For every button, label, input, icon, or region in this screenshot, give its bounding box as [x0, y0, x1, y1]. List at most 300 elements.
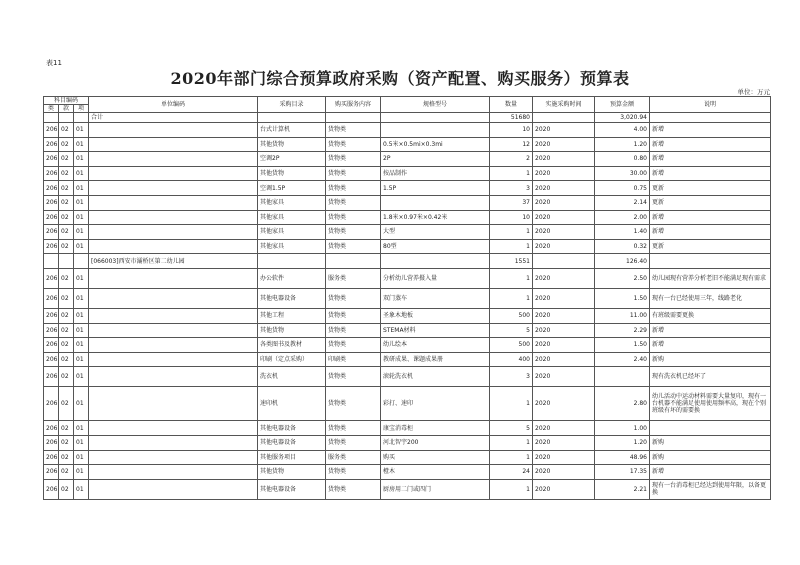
cell-note: 新增: [650, 225, 771, 240]
cell-note: 幼儿活动中运动材料需要大量复印，现有一台机器不能满足使用使用频率高，现在个别班级有坏的需要换: [650, 387, 771, 421]
cell-catalog: 台式计算机: [258, 123, 326, 138]
cell-amount: 3,020.94: [595, 113, 650, 123]
cell-kuan: 02: [59, 195, 74, 210]
cell-qty: 1551: [490, 254, 533, 269]
cell-spec: [381, 113, 490, 123]
cell-catalog: 空调1.5P: [258, 181, 326, 196]
table-row: [44, 239, 771, 254]
cell-catalog: 其他电器设备: [258, 479, 326, 499]
cell-lei: 206: [44, 465, 59, 480]
cell-catalog: 印刷（定点采购）: [258, 352, 326, 367]
cell-xiang: 01: [74, 387, 89, 421]
cell-time: 2020: [533, 450, 595, 465]
cell-xiang: 01: [74, 225, 89, 240]
cell-lei: [44, 254, 59, 269]
cell-lei: 206: [44, 195, 59, 210]
cell-service: 货物类: [326, 239, 381, 254]
cell-spec: 双门蒸车: [381, 288, 490, 308]
cell-amount: 2.29: [595, 323, 650, 338]
cell-amount: 2.00: [595, 210, 650, 225]
cell-lei: 206: [44, 123, 59, 138]
cell-service: 服务类: [326, 268, 381, 288]
cell-spec: 2P: [381, 152, 490, 167]
cell-spec: 橙木: [381, 465, 490, 480]
cell-amount: 2.21: [595, 479, 650, 499]
cell-kuan: 02: [59, 435, 74, 450]
page-title: 2020年部门综合预算政府采购（资产配置、购买服务）预算表: [170, 69, 630, 88]
cell-catalog: 其他家具: [258, 239, 326, 254]
table-row: [44, 465, 771, 480]
cell-kuan: [59, 113, 74, 123]
cell-kuan: 02: [59, 421, 74, 436]
cell-xiang: 01: [74, 465, 89, 480]
cell-time: 2020: [533, 323, 595, 338]
cell-amount: 2.80: [595, 387, 650, 421]
cell-unit-code: [89, 152, 258, 167]
cell-amount: 1.40: [595, 225, 650, 240]
cell-lei: 206: [44, 288, 59, 308]
table-row: [44, 254, 771, 269]
cell-kuan: 02: [59, 338, 74, 353]
cell-xiang: 01: [74, 479, 89, 499]
cell-spec: STEMA材料: [381, 323, 490, 338]
cell-time: 2020: [533, 479, 595, 499]
cell-unit-code: [89, 166, 258, 181]
cell-service: 货物类: [326, 308, 381, 323]
cell-catalog: 其他电器设备: [258, 421, 326, 436]
cell-xiang: 01: [74, 352, 89, 367]
header-catalog: 采购目录: [258, 97, 326, 113]
cell-qty: 51680: [490, 113, 533, 123]
cell-unit-code: [89, 239, 258, 254]
table-row: [44, 308, 771, 323]
cell-time: 2020: [533, 166, 595, 181]
cell-lei: 206: [44, 308, 59, 323]
cell-spec: 购买: [381, 450, 490, 465]
cell-amount: 4.00: [595, 123, 650, 138]
cell-qty: 1: [490, 239, 533, 254]
cell-qty: 5: [490, 323, 533, 338]
cell-lei: 206: [44, 166, 59, 181]
cell-unit-code: [89, 421, 258, 436]
cell-service: 货物类: [326, 288, 381, 308]
cell-spec: 分析幼儿营养摄入量: [381, 268, 490, 288]
table-row: [44, 387, 771, 421]
cell-kuan: 02: [59, 166, 74, 181]
header-spec: 规格型号: [381, 97, 490, 113]
cell-note: 现有洗衣机已经坏了: [650, 367, 771, 387]
table-row: [44, 352, 771, 367]
cell-service: 货物类: [326, 435, 381, 450]
cell-xiang: 01: [74, 268, 89, 288]
cell-xiang: [74, 113, 89, 123]
cell-qty: 24: [490, 465, 533, 480]
cell-service: 货物类: [326, 210, 381, 225]
cell-spec: 幼儿绘本: [381, 338, 490, 353]
cell-time: [533, 113, 595, 123]
cell-xiang: 01: [74, 421, 89, 436]
cell-unit-code: [89, 435, 258, 450]
cell-qty: 1: [490, 387, 533, 421]
cell-lei: 206: [44, 435, 59, 450]
cell-time: 2020: [533, 387, 595, 421]
cell-catalog: 其他家具: [258, 225, 326, 240]
cell-spec: 彩打、速印: [381, 387, 490, 421]
cell-spec: 厨房用二门或四门: [381, 479, 490, 499]
cell-time: 2020: [533, 338, 595, 353]
cell-spec: [381, 195, 490, 210]
cell-note: 现有一台消毒柜已经达到使用年限，以备更换: [650, 479, 771, 499]
cell-service: 货物类: [326, 465, 381, 480]
cell-catalog: 其他工程: [258, 308, 326, 323]
table-row: [44, 152, 771, 167]
cell-spec: 80型: [381, 239, 490, 254]
cell-unit-code: [89, 367, 258, 387]
cell-lei: 206: [44, 450, 59, 465]
cell-note: 幼儿园现有营养分析老旧不能满足现有需求: [650, 268, 771, 288]
table-number-label: 表11: [46, 59, 62, 67]
cell-note: 现有一台已经使用三年，线路老化: [650, 288, 771, 308]
cell-service: [326, 254, 381, 269]
cell-time: 2020: [533, 465, 595, 480]
cell-unit-code: [89, 465, 258, 480]
cell-note: 更新: [650, 239, 771, 254]
cell-note: 新增: [650, 323, 771, 338]
cell-note: 新增: [650, 152, 771, 167]
cell-service: 货物类: [326, 338, 381, 353]
table-row: [44, 288, 771, 308]
cell-service: 货物类: [326, 166, 381, 181]
header-xiang: 项: [74, 105, 89, 113]
cell-spec: 康宝消毒柜: [381, 421, 490, 436]
cell-service: [326, 113, 381, 123]
cell-time: 2020: [533, 195, 595, 210]
cell-service: 货物类: [326, 195, 381, 210]
cell-catalog: 其他电器设备: [258, 435, 326, 450]
cell-qty: 400: [490, 352, 533, 367]
table-row: [44, 210, 771, 225]
cell-unit-code: [89, 137, 258, 152]
cell-amount: 2.40: [595, 352, 650, 367]
cell-kuan: 02: [59, 239, 74, 254]
cell-kuan: 02: [59, 308, 74, 323]
cell-catalog: 其他货物: [258, 323, 326, 338]
cell-kuan: 02: [59, 152, 74, 167]
cell-kuan: 02: [59, 210, 74, 225]
cell-amount: 1.20: [595, 137, 650, 152]
cell-amount: 11.00: [595, 308, 650, 323]
cell-note: [650, 254, 771, 269]
header-subject-code: 科目编码: [44, 97, 89, 105]
cell-time: 2020: [533, 308, 595, 323]
table-row: [44, 421, 771, 436]
cell-amount: 0.75: [595, 181, 650, 196]
table-body: [44, 113, 771, 500]
cell-xiang: 01: [74, 152, 89, 167]
cell-spec: 1.5P: [381, 181, 490, 196]
cell-note: 新增: [650, 137, 771, 152]
cell-xiang: 01: [74, 288, 89, 308]
cell-note: 更新: [650, 181, 771, 196]
cell-unit-code: [89, 288, 258, 308]
cell-qty: 1: [490, 450, 533, 465]
cell-catalog: 其他家具: [258, 210, 326, 225]
header-lei: 类: [44, 105, 59, 113]
cell-service: 货物类: [326, 387, 381, 421]
cell-xiang: 01: [74, 338, 89, 353]
cell-xiang: 01: [74, 367, 89, 387]
cell-kuan: 02: [59, 367, 74, 387]
cell-amount: 1.50: [595, 338, 650, 353]
table-row: [44, 479, 771, 499]
cell-qty: 2: [490, 152, 533, 167]
cell-unit-code: [89, 338, 258, 353]
cell-unit-code: [89, 352, 258, 367]
cell-qty: 500: [490, 338, 533, 353]
cell-catalog: 洗衣机: [258, 367, 326, 387]
cell-note: [650, 113, 771, 123]
table-row: [44, 323, 771, 338]
header-unit-code: 单位编码: [89, 97, 258, 113]
cell-note: 新增: [650, 210, 771, 225]
cell-xiang: 01: [74, 308, 89, 323]
cell-qty: 1: [490, 288, 533, 308]
cell-catalog: 其他货物: [258, 465, 326, 480]
table-row: [44, 435, 771, 450]
cell-qty: 1: [490, 166, 533, 181]
cell-unit-code: [89, 225, 258, 240]
cell-xiang: 01: [74, 166, 89, 181]
cell-service: 货物类: [326, 323, 381, 338]
cell-amount: [595, 367, 650, 387]
header-note: 说明: [650, 97, 771, 113]
cell-lei: 206: [44, 225, 59, 240]
cell-time: 2020: [533, 181, 595, 196]
cell-qty: 10: [490, 210, 533, 225]
cell-time: 2020: [533, 152, 595, 167]
cell-lei: 206: [44, 210, 59, 225]
cell-amount: 48.96: [595, 450, 650, 465]
budget-table: [43, 96, 771, 500]
cell-xiang: 01: [74, 123, 89, 138]
cell-kuan: 02: [59, 225, 74, 240]
cell-amount: 17.35: [595, 465, 650, 480]
cell-unit-code: [89, 387, 258, 421]
cell-service: 货物类: [326, 225, 381, 240]
cell-xiang: 01: [74, 239, 89, 254]
header-amount: 预算金额: [595, 97, 650, 113]
cell-kuan: 02: [59, 450, 74, 465]
cell-catalog: 速印机: [258, 387, 326, 421]
cell-note: 更新: [650, 195, 771, 210]
cell-time: 2020: [533, 421, 595, 436]
header-kuan: 款: [59, 105, 74, 113]
cell-unit-code: [89, 450, 258, 465]
table-row: [44, 137, 771, 152]
table-row: [44, 123, 771, 138]
cell-amount: 1.00: [595, 421, 650, 436]
cell-xiang: 01: [74, 435, 89, 450]
cell-catalog: 其他家具: [258, 195, 326, 210]
cell-qty: 12: [490, 137, 533, 152]
cell-amount: 2.50: [595, 268, 650, 288]
cell-note: [650, 421, 771, 436]
cell-time: 2020: [533, 435, 595, 450]
cell-catalog: 各类图书及教材: [258, 338, 326, 353]
cell-note: 有班级需要更换: [650, 308, 771, 323]
cell-lei: 206: [44, 421, 59, 436]
cell-kuan: 02: [59, 352, 74, 367]
table-row: [44, 268, 771, 288]
cell-time: 2020: [533, 367, 595, 387]
cell-lei: 206: [44, 239, 59, 254]
cell-xiang: [74, 254, 89, 269]
table-row: [44, 195, 771, 210]
unit-label: 单位：万元: [737, 88, 770, 96]
cell-note: 新购: [650, 352, 771, 367]
cell-lei: 206: [44, 181, 59, 196]
cell-unit-code: [89, 195, 258, 210]
cell-note: 新增: [650, 465, 771, 480]
cell-service: 货物类: [326, 421, 381, 436]
cell-unit-code: [89, 323, 258, 338]
cell-kuan: 02: [59, 181, 74, 196]
cell-spec: 圣象木地板: [381, 308, 490, 323]
cell-qty: 1: [490, 435, 533, 450]
cell-spec: 1.8米×0.97米×0.42米: [381, 210, 490, 225]
cell-spec: [381, 123, 490, 138]
cell-catalog: 其他服务项目: [258, 450, 326, 465]
cell-qty: 37: [490, 195, 533, 210]
cell-spec: 河北智宇200: [381, 435, 490, 450]
table-row: [44, 450, 771, 465]
cell-amount: 0.32: [595, 239, 650, 254]
table-row: [44, 367, 771, 387]
cell-time: 2020: [533, 352, 595, 367]
cell-service: 货物类: [326, 181, 381, 196]
cell-xiang: 01: [74, 195, 89, 210]
cell-xiang: 01: [74, 450, 89, 465]
cell-kuan: 02: [59, 268, 74, 288]
cell-qty: 10: [490, 123, 533, 138]
header-time: 实施采购时间: [533, 97, 595, 113]
cell-time: 2020: [533, 268, 595, 288]
cell-time: 2020: [533, 225, 595, 240]
cell-kuan: 02: [59, 123, 74, 138]
cell-catalog: 其他货物: [258, 137, 326, 152]
cell-xiang: 01: [74, 323, 89, 338]
cell-service: 印刷类: [326, 352, 381, 367]
cell-lei: 206: [44, 137, 59, 152]
cell-spec: 0.5米×0.5mi×0.3mi: [381, 137, 490, 152]
cell-service: 货物类: [326, 137, 381, 152]
table-row: [44, 225, 771, 240]
cell-time: 2020: [533, 137, 595, 152]
cell-service: 货物类: [326, 479, 381, 499]
cell-lei: 206: [44, 323, 59, 338]
cell-lei: 206: [44, 387, 59, 421]
cell-note: 新增: [650, 338, 771, 353]
cell-unit-code: 合计: [89, 113, 258, 123]
header-service: 购买服务内容: [326, 97, 381, 113]
cell-kuan: 02: [59, 323, 74, 338]
cell-note: 新购: [650, 435, 771, 450]
cell-kuan: [59, 254, 74, 269]
cell-amount: 30.00: [595, 166, 650, 181]
cell-note: 新购: [650, 450, 771, 465]
cell-qty: 1: [490, 225, 533, 240]
cell-spec: 滚轮洗衣机: [381, 367, 490, 387]
cell-amount: 1.50: [595, 288, 650, 308]
cell-time: 2020: [533, 239, 595, 254]
cell-lei: 206: [44, 367, 59, 387]
cell-service: 货物类: [326, 367, 381, 387]
cell-unit-code: [89, 210, 258, 225]
cell-lei: 206: [44, 268, 59, 288]
cell-time: 2020: [533, 210, 595, 225]
cell-amount: 0.80: [595, 152, 650, 167]
cell-xiang: 01: [74, 210, 89, 225]
cell-time: 2020: [533, 123, 595, 138]
cell-qty: 1: [490, 268, 533, 288]
cell-catalog: 空调2P: [258, 152, 326, 167]
cell-unit-code: [066003]西安市灞桥区第二幼儿园: [89, 254, 258, 269]
cell-catalog: [258, 113, 326, 123]
cell-service: 货物类: [326, 123, 381, 138]
cell-unit-code: [89, 123, 258, 138]
cell-catalog: 其他电器设备: [258, 288, 326, 308]
cell-spec: 大型: [381, 225, 490, 240]
header-qty: 数量: [490, 97, 533, 113]
cell-kuan: 02: [59, 465, 74, 480]
cell-kuan: 02: [59, 288, 74, 308]
table-row: [44, 166, 771, 181]
cell-amount: 2.14: [595, 195, 650, 210]
cell-catalog: [258, 254, 326, 269]
cell-lei: [44, 113, 59, 123]
cell-service: 货物类: [326, 152, 381, 167]
cell-unit-code: [89, 479, 258, 499]
cell-lei: 206: [44, 352, 59, 367]
cell-qty: 3: [490, 367, 533, 387]
cell-kuan: 02: [59, 479, 74, 499]
cell-qty: 500: [490, 308, 533, 323]
table-row: [44, 181, 771, 196]
cell-xiang: 01: [74, 181, 89, 196]
cell-lei: 206: [44, 152, 59, 167]
cell-time: [533, 254, 595, 269]
cell-unit-code: [89, 268, 258, 288]
cell-amount: 126.40: [595, 254, 650, 269]
cell-service: 服务类: [326, 450, 381, 465]
cell-time: 2020: [533, 288, 595, 308]
cell-unit-code: [89, 308, 258, 323]
cell-catalog: 其他货物: [258, 166, 326, 181]
cell-note: 新增: [650, 166, 771, 181]
table-row: [44, 338, 771, 353]
cell-spec: [381, 254, 490, 269]
cell-qty: 1: [490, 479, 533, 499]
cell-spec: 教研成果、课题成果册: [381, 352, 490, 367]
cell-note: 新增: [650, 123, 771, 138]
cell-lei: 206: [44, 479, 59, 499]
cell-lei: 206: [44, 338, 59, 353]
cell-amount: 1.20: [595, 435, 650, 450]
cell-unit-code: [89, 181, 258, 196]
cell-qty: 3: [490, 181, 533, 196]
cell-xiang: 01: [74, 137, 89, 152]
cell-qty: 5: [490, 421, 533, 436]
